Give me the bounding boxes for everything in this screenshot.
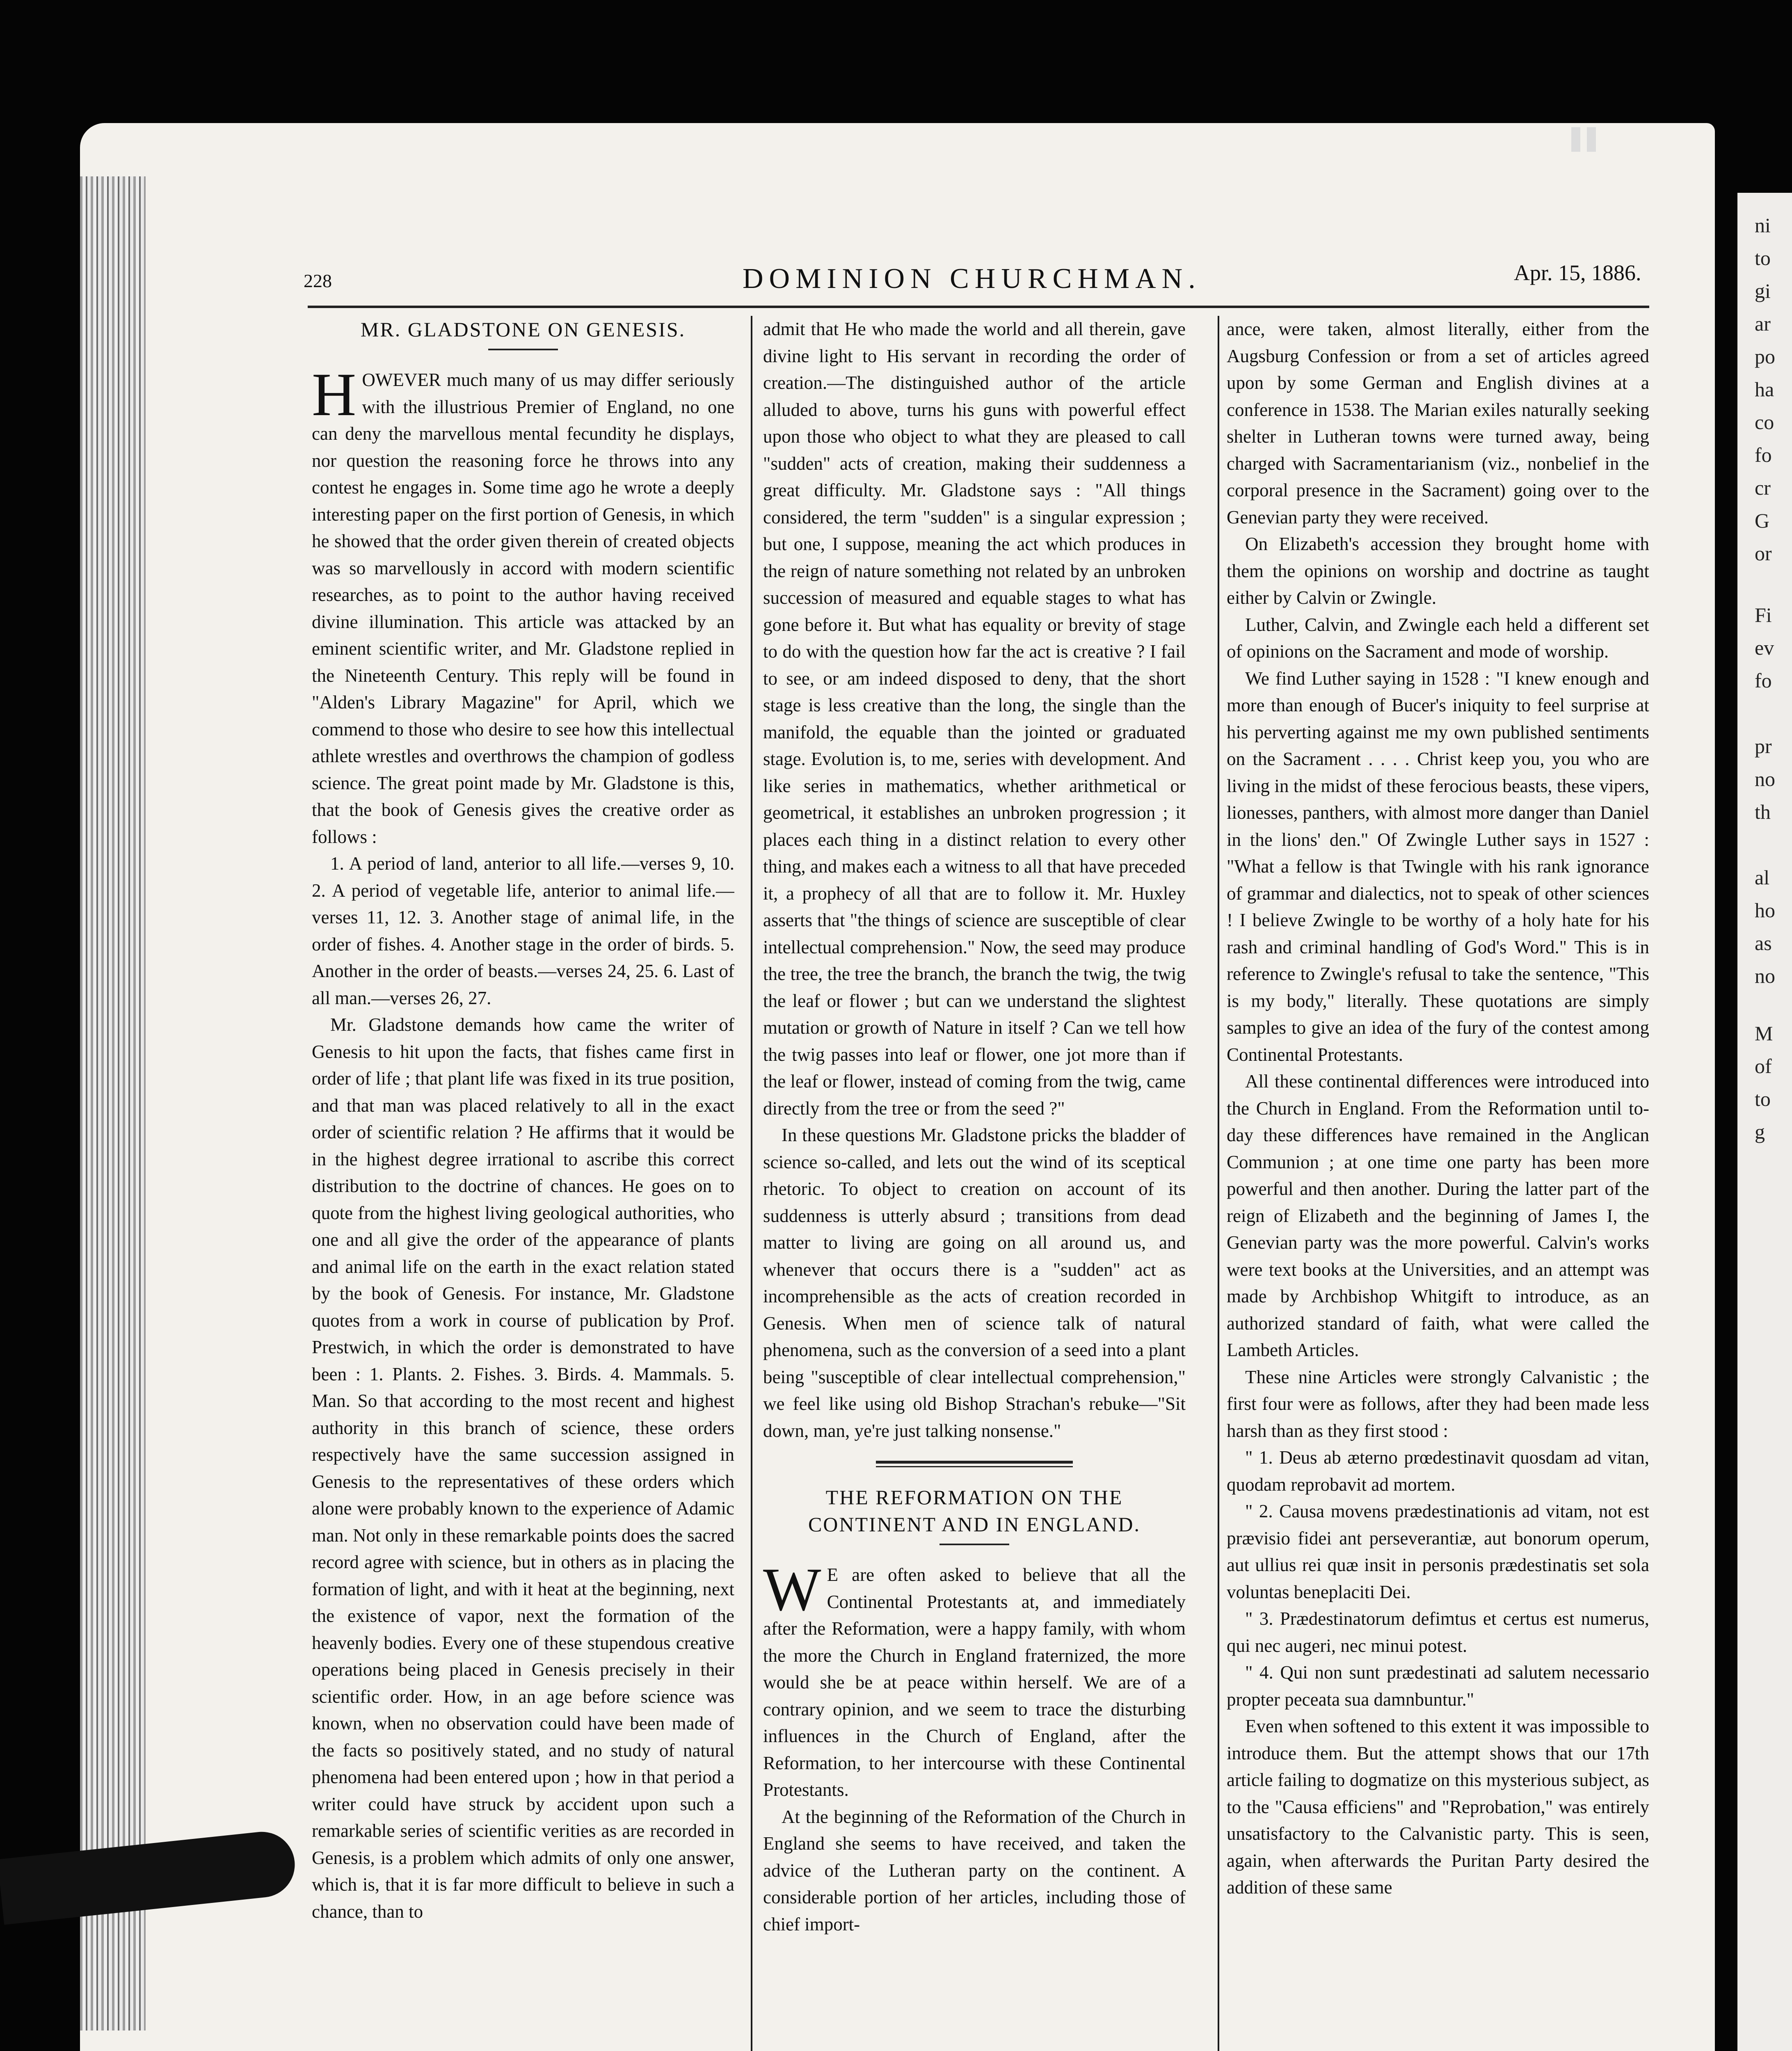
binding-mark xyxy=(1571,127,1580,152)
article-title: MR. GLADSTONE ON GENESIS. xyxy=(360,318,686,341)
next-page-fragment: cr xyxy=(1755,476,1771,499)
next-page-fragment: ho xyxy=(1755,899,1775,922)
next-page-fragment: as xyxy=(1755,932,1772,955)
title-rule xyxy=(488,349,558,350)
next-page-fragment: fo xyxy=(1755,669,1772,692)
column-2 xyxy=(763,316,1186,2051)
book-page-edges xyxy=(80,176,146,2030)
next-page-strip xyxy=(1737,193,1792,2051)
page-header xyxy=(299,246,1653,295)
next-page-fragment: gi xyxy=(1755,279,1771,302)
next-page-fragment: G xyxy=(1755,509,1770,532)
next-page-fragment: ha xyxy=(1755,378,1774,401)
article-paragraph: HOWEVER much many of us may differ seriously with the illustrious Premier of England, no one can deny the marvellous mental fecundity he displays, nor question the reasoning force he throws into any contest he engages in. Some time ago he wrote a deeply interesting paper on the first portion of Genesis, in which he showed that the order given therein of created objects was so marvellously in accord with modern scientific researches, as to point to the author having received divine illumination. This article was attacked by an eminent scientific writer, and Mr. Gladstone replied in the Nineteenth Century. This reply will be found in "Alden's Library Magazine" for April, which we commend to those who desire to see how this intellectual athlete wrestles and overthrows the champion of godless science. The great point made by Mr. Gladstone is this, that the book of Genesis gives the creative order as follows : xyxy=(312,361,734,847)
article-paragraph: " 4. Qui non sunt prædestinati ad salutem necessario propter peceata sua damnbuntur." xyxy=(1227,1662,1649,1710)
next-page-fragment: fo xyxy=(1755,443,1772,466)
next-page-fragment: to xyxy=(1755,1087,1771,1110)
next-page-fragment: ni xyxy=(1755,214,1771,237)
article-paragraph: At the beginning of the Reformation of the Church in England she seems to have received, and taken the advice of the Lutheran party on the continent. A considerable portion of her articles, including those of chief import- xyxy=(763,1806,1186,1935)
article-paragraph: " 1. Deus ab æterno prœdestinavit quosdam ad vitan, quodam reprobavit ad mortem. xyxy=(1227,1447,1649,1495)
next-page-fragment: Fi xyxy=(1755,603,1772,626)
drop-cap: W xyxy=(763,1555,821,1624)
next-page-fragment: no xyxy=(1755,767,1775,790)
article-paragraph: Mr. Gladstone demands how came the writer of Genesis to hit upon the facts, that fishes came first in order of life ; that plant life was fixed in its true position, and that man was placed relatively to all in the exact order of scientific relation ? He affirms that it would be in the highest degree irrational to ascribe this correct distribution to the doctrine of chances. He goes on to quote from the highest living geological authorities, who one and all give the order of the appearance of plants and animal life on the earth in the exact relation stated by the book of Genesis. For instance, Mr. Gladstone quotes from a work in course of publication by Prof. Prestwich, in which the order is demonstrated to have been : 1. Plants. 2. Fishes. 3. Birds. 4. Mammals. 5. Man. So that according to the most recent and highest authority in this branch of science, these orders respectively have the same succession assigned in Genesis to the representatives of these orders which alone were probably known to the experience of Adamic man. Not only in these remarkable points does the sacred record agree with science, but in others as in placing the formation of light, and with it heat at the beginning, next the existence of vapor, next the formation of the heavenly bodies. Every one of these stupendous creative operations being placed in Genesis precisely in their scientific order. How, in an age before science was known, when no observation could have been made of the facts so positively stated, and no study of natural phenomena had been entered upon ; how in that period a writer could have struck by accident upon such a remarkable series of scientific verities as are recorded in Genesis, is a problem which admits of only one answer, which is, that it is far more difficult to believe in such a chance, than to xyxy=(312,1014,734,1922)
article-title: THE REFORMATION ON THE CONTINENT AND IN ENGLAND. xyxy=(808,1486,1141,1536)
next-page-fragment: po xyxy=(1755,345,1775,368)
article-paragraph: Even when softened to this extent it was impossible to introduce them. But the attempt shows that our 17th article failing to dogmatize on this mysterious subject, as to the "Causa efficiens" and "Reprobation," was entirely unsatisfactory to the Calvanistic party. This is seen, again, when afterwards the Puritan Party desired the addition of these same xyxy=(1227,1716,1649,1898)
article-separator xyxy=(876,1466,1073,1467)
page-number: 228 xyxy=(304,270,332,291)
next-page-fragment: g xyxy=(1755,1120,1765,1143)
next-page-fragment: ar xyxy=(1755,312,1771,335)
article-paragraph: " 3. Prædestinatorum defimtus et certus est numerus, qui nec augeri, nec minui potest. xyxy=(1227,1608,1649,1656)
binding-mark xyxy=(1587,127,1596,152)
title-rule xyxy=(939,1544,1009,1545)
article-paragraph: We find Luther saying in 1528 : "I knew enough and more than enough of Bucer's iniquity to feel surprise at his perverting against me my own published sentiments on the Sacrament . . . . Christ keep you, you who are living in the midst of these ferocious beasts, these vipers, lionesses, panthers, with almost more danger than Daniel in the lions' den." Of Zwingle Luther says in 1527 : "What a fellow is that Twingle with his rank ignorance of grammar and dialectics, not to speak of other sciences ! I believe Zwingle to be worthy of a holy hate for his rash and criminal handling of God's Word." This is in reference to Zwingle's refusal to take the sentence, "This is my body," literally. These quotations are simply samples to give an idea of the fury of the contest among Continental Protestants. xyxy=(1227,668,1649,1065)
next-page-fragment: M xyxy=(1755,1022,1773,1045)
next-page-fragment: of xyxy=(1755,1055,1772,1078)
drop-cap: H xyxy=(312,361,357,429)
masthead: DOMINION CHURCHMAN. xyxy=(743,263,1201,295)
article-paragraph: " 2. Causa movens prædestinationis ad vitam, not est prævisio fidei ant perseverantiæ, aut bonorum operum, aut ullius rei quæ insit in personis prædestinatis set sola voluntas beneplaciti Dei. xyxy=(1227,1501,1649,1602)
column-3 xyxy=(1227,316,1649,2051)
issue-date: Apr. 15, 1886. xyxy=(1514,260,1641,285)
next-page-fragment: co xyxy=(1755,411,1774,434)
article-paragraph: ance, were taken, almost literally, either from the Augsburg Confession or from a set of articles agreed upon by some German and English divines at a conference in 1538. The Marian exiles naturally seeking shelter in Lutheran towns were turned away, being charged with Sacramentarianism (viz., nonbelief in the corporal presence in the Sacrament) going over to the Genevian party they were received. xyxy=(1227,319,1649,528)
next-page-fragment: al xyxy=(1755,866,1770,889)
next-page-fragment: no xyxy=(1755,964,1775,987)
header-rule xyxy=(308,306,1649,308)
article-paragraph: All these continental differences were introduced into the Church in England. From the Reformation until to-day these differences have remained in the Anglican Communion ; at one time one party has been more powerful and then another. During the latter part of the reign of Elizabeth and the beginning of James I, the Genevian party was the more powerful. Calvin's works were text books at the Universities, and an attempt was made by Archbishop Whitgift to introduce, as an authorized standard of faith, what were called the Lambeth Articles. xyxy=(1227,1071,1649,1360)
next-page-fragment: or xyxy=(1755,542,1772,565)
article-paragraph: 1. A period of land, anterior to all life.—verses 9, 10. 2. A period of vegetable life, anterior to animal life.—verses 11, 12. 3. Another stage of animal life, in the order of fishes. 4. Another stage in the order of birds. 5. Another in the order of beasts.—verses 24, 25. 6. Last of all man.—verses 26, 27. xyxy=(312,853,734,1008)
article-paragraph: W E are often asked to believe that all the Continental Protestants at, and immediately after the Reformation, were a happy family, with whom the more the Church in England fraternized, the more would she be at peace within herself. We are of a contrary opinion, and we seem to trace the disturbing influences in the Church of England, after the Reformation, to her intercourse with these Continental Protestants. xyxy=(763,1555,1186,1800)
column-rule xyxy=(1218,316,1219,2051)
article-paragraph: In these questions Mr. Gladstone pricks the bladder of science so-called, and lets out the wind of its sceptical rhetoric. To object to creation on account of its suddenness is utterly absurd ; transitions from dead matter to living are going on all around us, and whenever that occurs there is a "sudden" act as incomprehensible as the acts of creation recorded in Genesis. When men of science talk of natural phenomena, such as the conversion of a seed into a plant being "susceptible of clear intellectual comprehension," we feel like using old Bishop Strachan's rebuke—"Sit down, man, ye're just talking nonsense." xyxy=(763,1125,1186,1441)
article-paragraph: Luther, Calvin, and Zwingle each held a different set of opinions on the Sacrament and mode of worship. xyxy=(1227,614,1649,662)
column-1 xyxy=(312,316,734,2051)
next-page-fragment: th xyxy=(1755,800,1771,823)
next-page-fragment: ev xyxy=(1755,636,1774,659)
article-separator xyxy=(876,1461,1073,1464)
column-rule xyxy=(751,316,752,2051)
next-page-fragment: pr xyxy=(1755,735,1772,758)
article-paragraph: admit that He who made the world and all therein, gave divine light to His servant in recording the order of creation.—The distinguished author of the article alluded to above, turns his guns with powerful effect upon those who object to what they are pleased to call "sudden" acts of creation, making their suddenness a great difficulty. Mr. Gladstone says : "All things considered, the term "sudden" is a singular expression ; but one, I suppose, meaning the act which produces in the reign of nature something not related by an unbroken succession of measured and equable stages to what has gone before it. But what has equality or brevity of stage to do with the question how far the act is creative ? I fail to see, or am indeed disposed to deny, that the short stage is less creative than the long, the single than the manifold, the equable than the jointed or graduated stage. Evolution is, to me, series with development. And like series in mathematics, whether arithmetical or geometrical, it establishes an unbroken progression ; it places each thing in a distinct relation to every other thing, and makes each a witness to all that have preceded it, a prophecy of all that are to follow it. Mr. Huxley asserts that "the things of science are susceptible of clear intellectual comprehension." Now, the seed may produce the tree, the tree the branch, the branch the twig, the twig the leaf or flower ; but can we understand the slightest mutation or growth of Nature in itself ? Can we tell how the twig passes into leaf or flower, one jot more than if the leaf or flower, instead of coming from the twig, came directly from the tree or from the seed ?" xyxy=(763,319,1186,1119)
article-paragraph: On Elizabeth's accession they brought home with them the opinions on worship and doctrine as taught either by Calvin or Zwingle. xyxy=(1227,534,1649,608)
next-page-fragment: to xyxy=(1755,247,1771,270)
article-paragraph: These nine Articles were strongly Calvanistic ; the first four were as follows, after they had been made less harsh than as they first stood : xyxy=(1227,1366,1649,1441)
